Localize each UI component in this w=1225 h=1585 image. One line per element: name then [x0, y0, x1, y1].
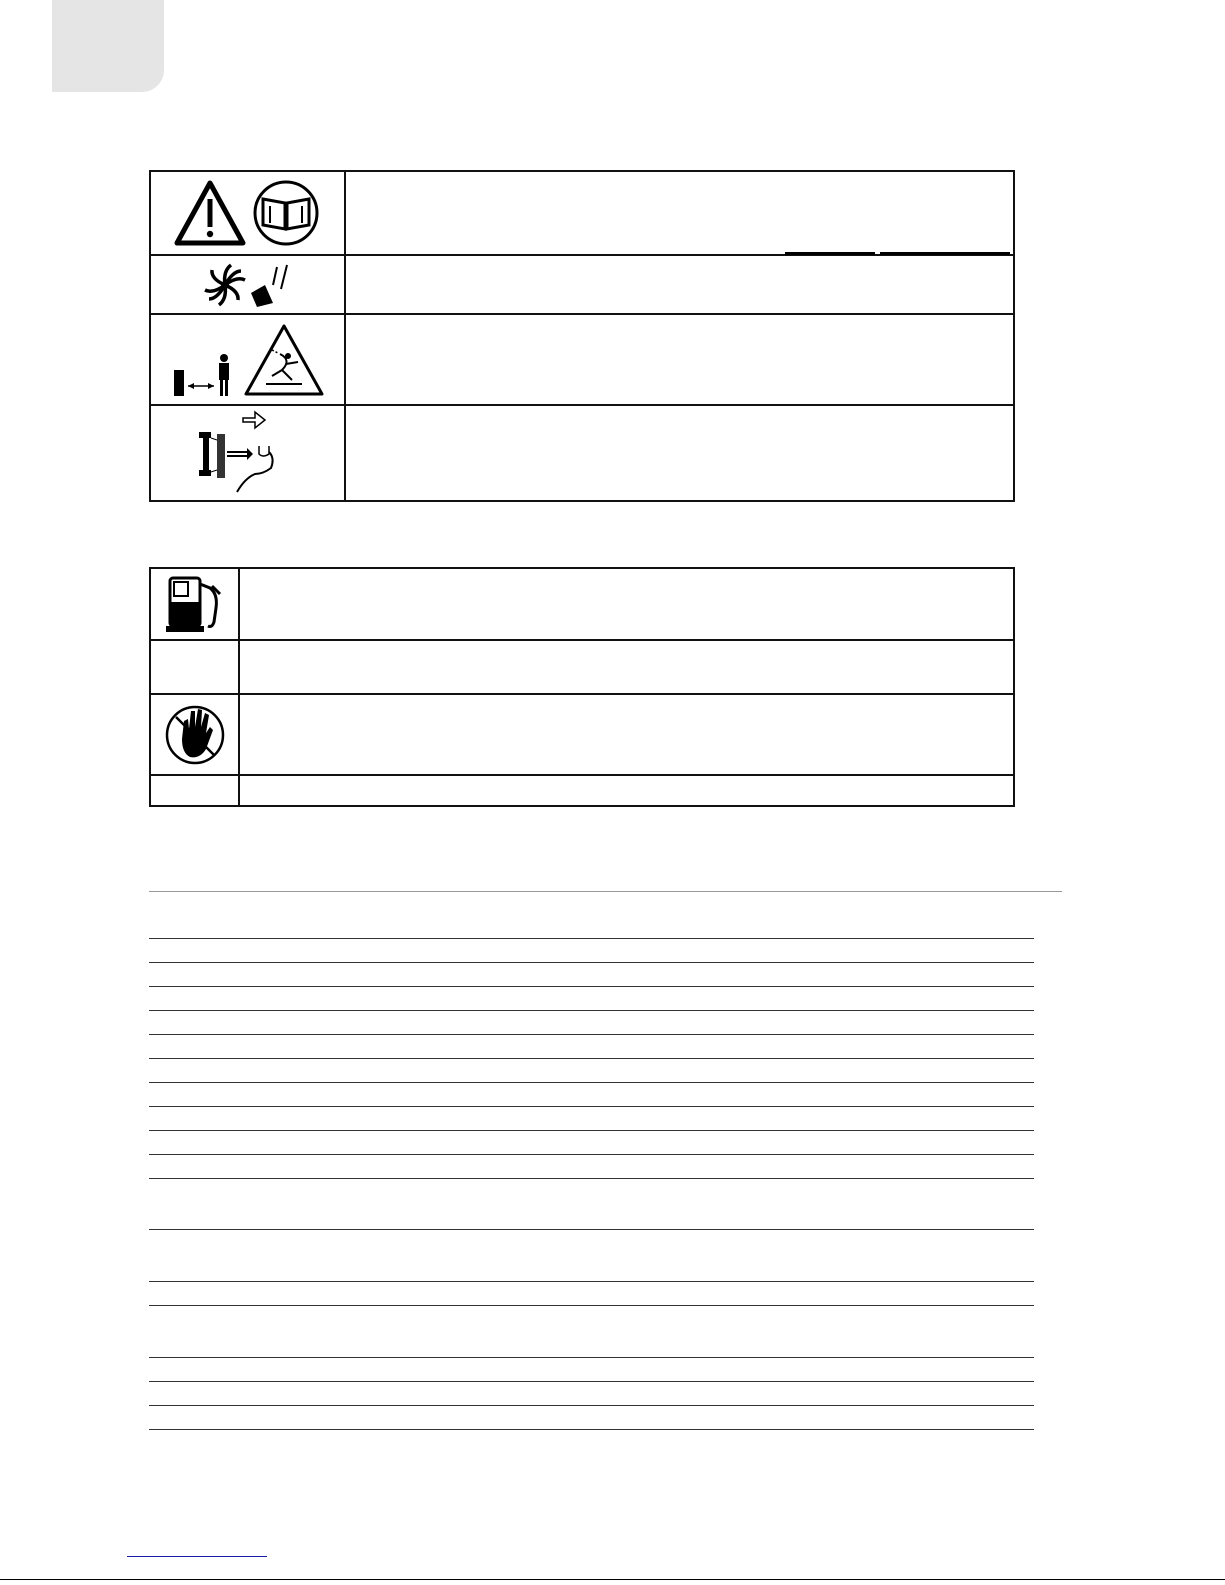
table-cell-icon-empty — [150, 775, 239, 806]
table-row — [150, 568, 1014, 640]
footer-rule — [0, 1579, 1225, 1580]
spec-table-row-rule — [149, 1381, 1034, 1382]
table-row — [150, 640, 1014, 694]
table-row — [150, 775, 1014, 806]
fuel-safety-table — [149, 567, 1015, 807]
section-divider — [149, 891, 1062, 892]
spec-table-row-rule — [149, 1281, 1034, 1282]
table-row — [150, 405, 1014, 501]
page-corner-tab — [52, 0, 164, 92]
table-cell-text — [239, 640, 1014, 694]
spec-table-row-rule — [149, 1034, 1034, 1035]
table-cell-text — [345, 405, 1014, 501]
underline-mark — [785, 252, 875, 255]
table-row — [150, 314, 1014, 405]
table-cell-text — [239, 694, 1014, 775]
spec-table-row-rule — [149, 1130, 1034, 1131]
spec-table-row-rule — [149, 1357, 1034, 1358]
table-cell-text — [239, 568, 1014, 640]
spec-table-row-rule — [149, 1010, 1034, 1011]
spec-table-row-rule — [149, 1178, 1034, 1179]
spec-table-row-rule — [149, 1405, 1034, 1406]
table-row — [150, 255, 1014, 314]
spec-table-row-rule — [149, 1106, 1034, 1107]
no-hands-icon — [150, 694, 239, 775]
spec-table-row-rule — [149, 962, 1034, 963]
spec-table-row-rule — [149, 1154, 1034, 1155]
spec-table-row-rule — [149, 938, 1034, 939]
safety-symbols-table — [149, 170, 1015, 502]
table-cell-text — [345, 314, 1014, 405]
discharge-chute-hazard-icon — [150, 405, 345, 501]
spec-table-row-rule — [149, 1082, 1034, 1083]
footer-link-underline — [127, 1556, 267, 1557]
spec-table-row-rule — [149, 1058, 1034, 1059]
table-row — [150, 694, 1014, 775]
warning-triangle-and-manual-icon — [150, 171, 345, 255]
spec-table-row-rule — [149, 986, 1034, 987]
table-cell-icon-empty — [150, 640, 239, 694]
keep-distance-bystander-icon — [150, 314, 345, 405]
underline-mark — [880, 252, 1010, 255]
table-cell-text — [239, 775, 1014, 806]
table-row — [150, 171, 1014, 255]
spec-table-row-rule — [149, 1305, 1034, 1306]
table-cell-text — [345, 255, 1014, 314]
spec-table-row-rule — [149, 1429, 1034, 1430]
fuel-pump-icon — [150, 568, 239, 640]
table-cell-text — [345, 171, 1014, 255]
spec-table-row-rule — [149, 1229, 1034, 1230]
rotating-blade-hazard-icon — [150, 255, 345, 314]
